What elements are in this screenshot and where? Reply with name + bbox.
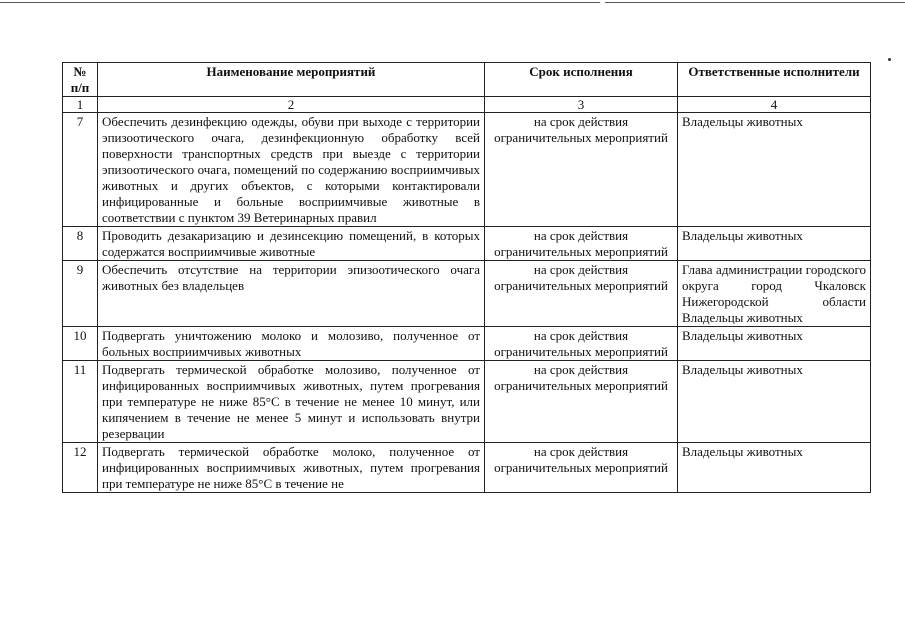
row-number: 12 xyxy=(63,443,98,493)
table-row xyxy=(63,361,871,443)
row-number: 11 xyxy=(63,361,98,443)
table-row xyxy=(63,113,871,227)
row-number: 10 xyxy=(63,327,98,361)
measure-name: Проводить дезакаризацию и дезинсекцию помещений, в которых содержатся восприимчивые животные xyxy=(98,227,485,261)
header-num: № п/п xyxy=(63,63,98,97)
table-row xyxy=(63,261,871,327)
responsible-entry: Владельцы животных xyxy=(682,114,803,129)
measure-name: Обеспечить дезинфекцию одежды, обуви при выходе с территории эпизоотического очага, дезинфекционную обработку всей поверхности транспортных средств при выезде с территории эпизоотического очага, помещений по содержанию восприимчивых животных и других объектов, с которыми контактировали инфицированные и больные восприимчивые животные в соответствии с пунктом 39 Ветеринарных правил xyxy=(98,113,485,227)
measure-responsible xyxy=(678,361,871,443)
measure-term: на срок действия ограничительных мероприятий xyxy=(485,443,678,493)
row-number: 9 xyxy=(63,261,98,327)
measure-responsible xyxy=(678,443,871,493)
table-row xyxy=(63,227,871,261)
top-rule xyxy=(605,2,905,3)
measure-term: на срок действия ограничительных мероприятий xyxy=(485,361,678,443)
measure-term: на срок действия ограничительных мероприятий xyxy=(485,227,678,261)
table-index-row xyxy=(63,97,871,113)
measure-name: Подвергать термической обработке молозиво, полученное от инфицированных восприимчивых животных, путем прогревания при температуре не ниже 85°С в течение не менее 10 минут, или кипячением в течение не менее 5 минут и использовать внутри резервации xyxy=(98,361,485,443)
row-number: 7 xyxy=(63,113,98,227)
responsible-entry: Владельцы животных xyxy=(682,362,803,377)
index-cell: 2 xyxy=(98,97,485,113)
measures-table xyxy=(62,62,871,493)
responsible-entry: Владельцы животных xyxy=(682,444,803,459)
measure-term: на срок действия ограничительных мероприятий xyxy=(485,113,678,227)
header-responsible: Ответственные исполнители xyxy=(678,63,871,97)
measure-term: на срок действия ограничительных мероприятий xyxy=(485,261,678,327)
responsible-entry: Владельцы животных xyxy=(682,328,803,343)
measure-responsible xyxy=(678,327,871,361)
row-number: 8 xyxy=(63,227,98,261)
table-row xyxy=(63,327,871,361)
top-rule xyxy=(0,2,600,3)
scan-speck xyxy=(888,58,891,61)
measure-responsible xyxy=(678,227,871,261)
header-name: Наименование мероприятий xyxy=(98,63,485,97)
header-term: Срок исполнения xyxy=(485,63,678,97)
table-header-row xyxy=(63,63,871,97)
measure-responsible xyxy=(678,113,871,227)
responsible-entry: Глава администрации городского округа город Чкаловск Нижегородской области xyxy=(682,262,866,309)
measure-name: Подвергать термической обработке молоко, полученное от инфицированных восприимчивых животных, путем прогревания при температуре не ниже 85°С в течение не xyxy=(98,443,485,493)
responsible-entry: Владельцы животных xyxy=(682,310,803,325)
index-cell: 4 xyxy=(678,97,871,113)
measure-name: Подвергать уничтожению молоко и молозиво, полученное от больных восприимчивых животных xyxy=(98,327,485,361)
measure-name: Обеспечить отсутствие на территории эпизоотического очага животных без владельцев xyxy=(98,261,485,327)
measure-responsible xyxy=(678,261,871,327)
measure-term: на срок действия ограничительных мероприятий xyxy=(485,327,678,361)
index-cell: 3 xyxy=(485,97,678,113)
table-row xyxy=(63,443,871,493)
responsible-entry: Владельцы животных xyxy=(682,228,803,243)
index-cell: 1 xyxy=(63,97,98,113)
